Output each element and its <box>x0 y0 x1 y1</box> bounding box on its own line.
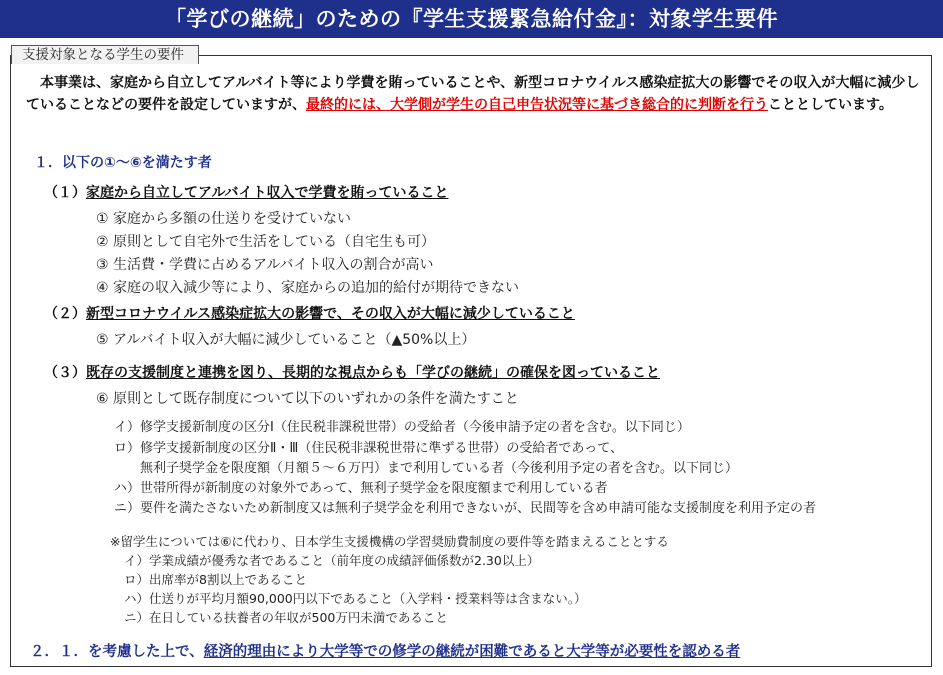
intro-highlight: 最終的には、大学側が学生の自己申告状況等に基づき総合的に判断を行う <box>306 97 768 113</box>
section2-heading <box>30 640 740 661</box>
list-item: ④ 家庭の収入減少等により、家庭からの追加的給付が期待できない <box>96 280 519 296</box>
intro-paragraph <box>26 72 922 116</box>
intro-before: 本事業は、家庭から自立してアルバイト等により学費を賄っていることや、新型コロナウイルス感染症拡大の影響でその収入が大幅に減少していることなどの要件を設定していますが、 <box>26 75 920 113</box>
list-item: ニ）要件を満たさないため新制度又は無利子奨学金を利用できないが、民間等を含め申請可能な支援制度を利用予定の者 <box>114 501 817 516</box>
sub2-heading <box>44 303 575 323</box>
list-item: イ）修学支援新制度の区分Ⅰ（住民税非課税世帯）の受給者（今後申請予定の者を含む。以下同じ） <box>114 420 690 435</box>
note-heading: ※留学生については⑥に代わり、日本学生支援機構の学習奨励費制度の要件等を踏まえることとする <box>110 534 669 549</box>
sub3-label: （３） <box>44 365 86 381</box>
section-tab-label: 支援対象となる学生の要件 <box>11 45 199 64</box>
list-item: ③ 生活費・学費に占めるアルバイト収入の割合が高い <box>96 257 434 273</box>
sub3-heading <box>44 362 660 382</box>
list-item: ロ）出席率が8割以上であること <box>124 572 307 587</box>
page-title: 「学びの継続」のための『学生支援緊急給付金』：対象学生要件 <box>0 0 943 38</box>
sub2-title: 新型コロナウイルス感染症拡大の影響で、その収入が大幅に減少していること <box>86 306 575 322</box>
sub1-title: 家庭から自立してアルバイト収入で学費を賄っていること <box>86 185 449 201</box>
list-item: ② 原則として自宅外で生活をしている（自宅生も可） <box>96 234 435 250</box>
intro-after: こととしています。 <box>768 97 893 113</box>
list-item: ニ）在日している扶養者の年収が500万円未満であること <box>124 610 448 625</box>
sub3-title: 既存の支援制度と連携を図り、長期的な視点からも「学びの継続」の確保を図っていること <box>86 365 660 381</box>
section1-heading: １．以下の①～⑥を満たす者 <box>34 155 212 171</box>
list-item: 無利子奨学金を限度額（月額５～６万円）まで利用している者（今後利用予定の者を含む。以下同じ） <box>140 461 739 476</box>
section2-underlined: 経済的理由により大学等での修学の継続が困難であると大学等が必要性を認める者 <box>203 644 741 660</box>
list-item: ⑤ アルバイト収入が大幅に減少していること（▲50%以上） <box>96 332 476 348</box>
list-item: ハ）仕送りが平均月額90,000円以下であること（入学料・授業料等は含まない。） <box>124 591 587 606</box>
list-item: ロ）修学支援新制度の区分Ⅱ・Ⅲ（住民税非課税世帯に準ずる世帯）の受給者であって、 <box>114 441 623 456</box>
list-item: ① 家庭から多額の仕送りを受けていない <box>96 211 351 227</box>
section2-prefix: ２．１．を考慮した上で、 <box>30 644 204 660</box>
list-item: ハ）世帯所得が新制度の対象外であって、無利子奨学金を限度額まで利用している者 <box>114 481 608 496</box>
list-item: ⑥ 原則として既存制度について以下のいずれかの条件を満たすこと <box>96 391 519 407</box>
sub2-label: （２） <box>44 306 86 322</box>
sub1-label: （１） <box>44 185 86 201</box>
list-item: イ）学業成績が優秀な者であること（前年度の成績評価係数が2.30以上） <box>124 553 540 568</box>
sub1-heading <box>44 182 448 202</box>
